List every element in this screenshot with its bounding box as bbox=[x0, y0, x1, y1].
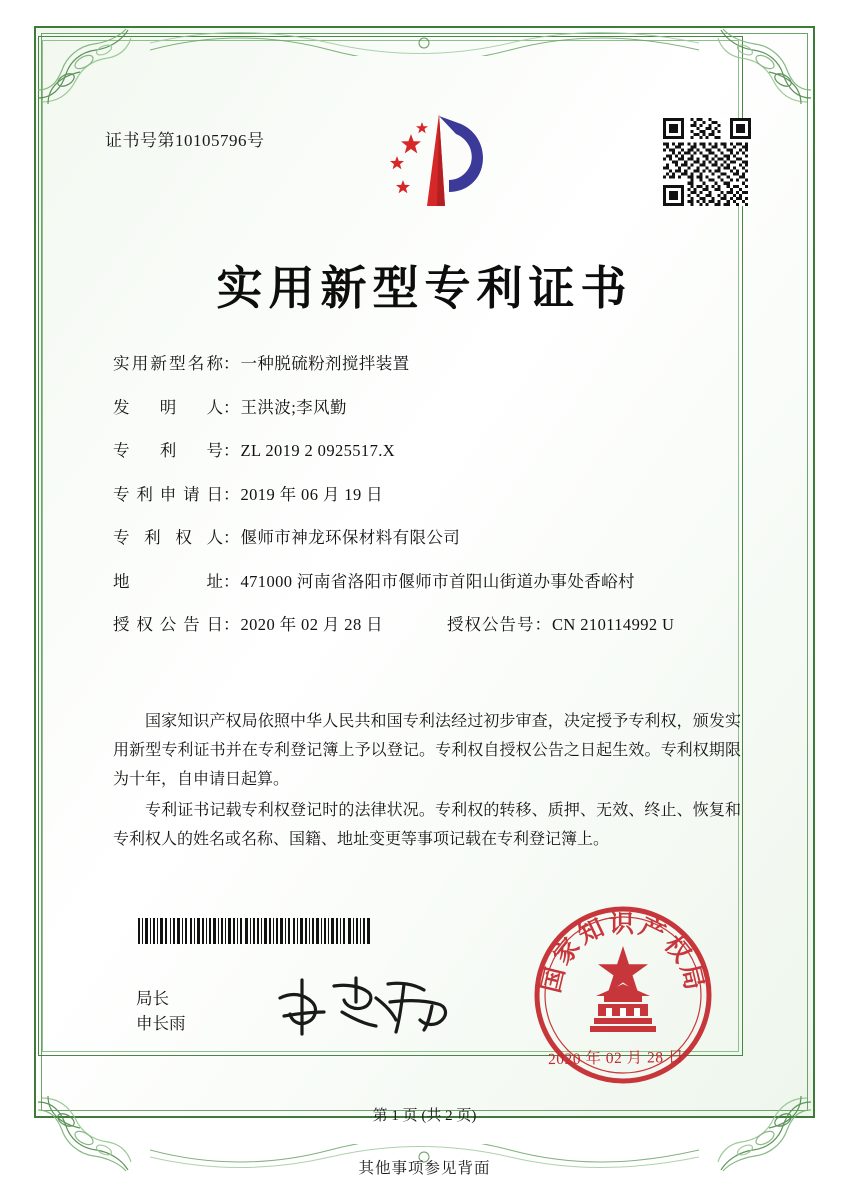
field-row-grant bbox=[113, 617, 753, 634]
field-value-grant-no: CN 210114992 U bbox=[552, 615, 675, 634]
legal-text-block bbox=[113, 707, 741, 856]
field-value-inventor: 王洪波;李风勤 bbox=[240, 397, 347, 417]
field-row-patent-no bbox=[113, 443, 753, 460]
field-value-application-date: 2019 年 06 月 19 日 bbox=[240, 484, 384, 504]
page-title: 实用新型专利证书 bbox=[216, 261, 633, 315]
director-signature-block bbox=[136, 986, 186, 1036]
field-colon: ： bbox=[223, 397, 240, 417]
field-colon: ： bbox=[534, 615, 552, 634]
field-row-inventor bbox=[113, 397, 753, 417]
field-row-address bbox=[113, 571, 753, 591]
field-colon: ： bbox=[223, 354, 240, 373]
field-colon: ： bbox=[223, 441, 240, 460]
field-colon: ： bbox=[223, 615, 240, 634]
patent-fields bbox=[113, 356, 753, 661]
cnipa-logo-icon bbox=[375, 110, 507, 218]
svg-text:国家知识产权局: 国家知识产权局 bbox=[538, 911, 708, 996]
field-colon: ： bbox=[223, 484, 240, 504]
field-row-application-date bbox=[113, 484, 753, 504]
back-side-note: 其他事项参见背面 bbox=[358, 1160, 491, 1177]
barcode bbox=[138, 918, 370, 944]
legal-paragraph-2: 专利证书记载专利权登记时的法律状况。专利权的转移、质押、无效、终止、恢复和专利权人的姓名或名称、国籍、地址变更等事项记载在专利登记簿上。 bbox=[113, 802, 741, 848]
certificate-number: 证书号第10105796号 bbox=[105, 131, 265, 150]
field-value-address: 471000 河南省洛阳市偃师市首阳山街道办事处香峪村 bbox=[240, 571, 635, 591]
field-colon: ： bbox=[223, 571, 240, 591]
qr-code bbox=[663, 118, 751, 206]
field-label-name: 实用新型名称 bbox=[113, 354, 223, 373]
field-value-grant-date: 2020 年 02 月 28 日 bbox=[240, 615, 384, 634]
director-title-label: 局长 bbox=[136, 989, 169, 1008]
seal-date: 2020 年 02 月 28 日 bbox=[547, 1048, 685, 1069]
page-number: 第 1 页 (共 2 页) bbox=[372, 1108, 477, 1124]
field-row-name bbox=[113, 356, 753, 373]
field-label-grant-no: 授权公告号 bbox=[447, 615, 535, 634]
field-colon: ： bbox=[223, 528, 240, 547]
legal-paragraph-1: 国家知识产权局依照中华人民共和国专利法经过初步审查，决定授予专利权，颁发实用新型专利证书并在专利登记簿上予以登记。专利权自授权公告之日起生效。专利权期限为十年，自申请日起算。 bbox=[113, 713, 741, 788]
field-label-patentee: 专利权人 bbox=[113, 528, 223, 547]
field-value-patent-no: ZL 2019 2 0925517.X bbox=[240, 441, 396, 460]
field-label-inventor: 发明人 bbox=[113, 397, 223, 417]
field-row-patentee bbox=[113, 530, 753, 547]
field-label-grant-date: 授权公告日 bbox=[113, 615, 223, 634]
field-label-application-date: 专利申请日 bbox=[113, 484, 223, 504]
handwritten-signature-icon bbox=[272, 968, 472, 1044]
field-label-address: 地址 bbox=[113, 571, 223, 591]
field-label-patent-no: 专利号 bbox=[113, 441, 223, 460]
field-value-patentee: 偃师市神龙环保材料有限公司 bbox=[240, 528, 461, 547]
director-name: 申长雨 bbox=[136, 1014, 186, 1033]
field-value-name: 一种脱硫粉剂搅拌装置 bbox=[240, 354, 410, 373]
